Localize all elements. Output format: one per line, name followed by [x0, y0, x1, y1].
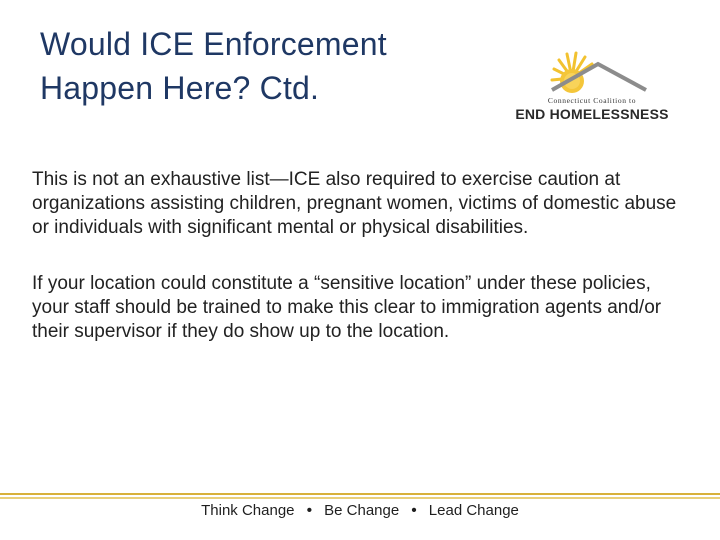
body-paragraph-2: If your location could constitute a “sensitive location” under these policies, your staff should be trained to make this clear to immigration agents and/or their supervisor if they do show up to the location.	[32, 273, 662, 342]
bullet-separator: •	[306, 502, 312, 519]
footer-divider-bottom	[0, 497, 720, 499]
title-line-1: Would ICE Enforcement	[40, 26, 387, 62]
logo-name: END HOMELESSNESS	[515, 106, 669, 122]
slide-title	[40, 22, 480, 110]
organization-logo	[510, 48, 670, 126]
body-paragraph-1: This is not an exhaustive list—ICE also required to exercise caution at organizations assisting children, pregnant women, victims of domestic abuse or individuals with significant mental or physical disabilities.	[32, 169, 677, 238]
footer-divider-top	[0, 493, 720, 495]
tagline-lead: Lead Change	[428, 502, 519, 519]
bullet-separator: •	[411, 502, 417, 519]
tagline-think: Think Change	[201, 502, 295, 519]
tagline-be: Be Change	[324, 502, 400, 519]
sun-roof-icon	[538, 48, 648, 98]
slide-body	[32, 168, 682, 376]
logo-subtitle: Connecticut Coalition to	[547, 96, 637, 105]
title-line-2: Happen Here? Ctd.	[40, 70, 320, 106]
footer-tagline	[0, 502, 720, 519]
